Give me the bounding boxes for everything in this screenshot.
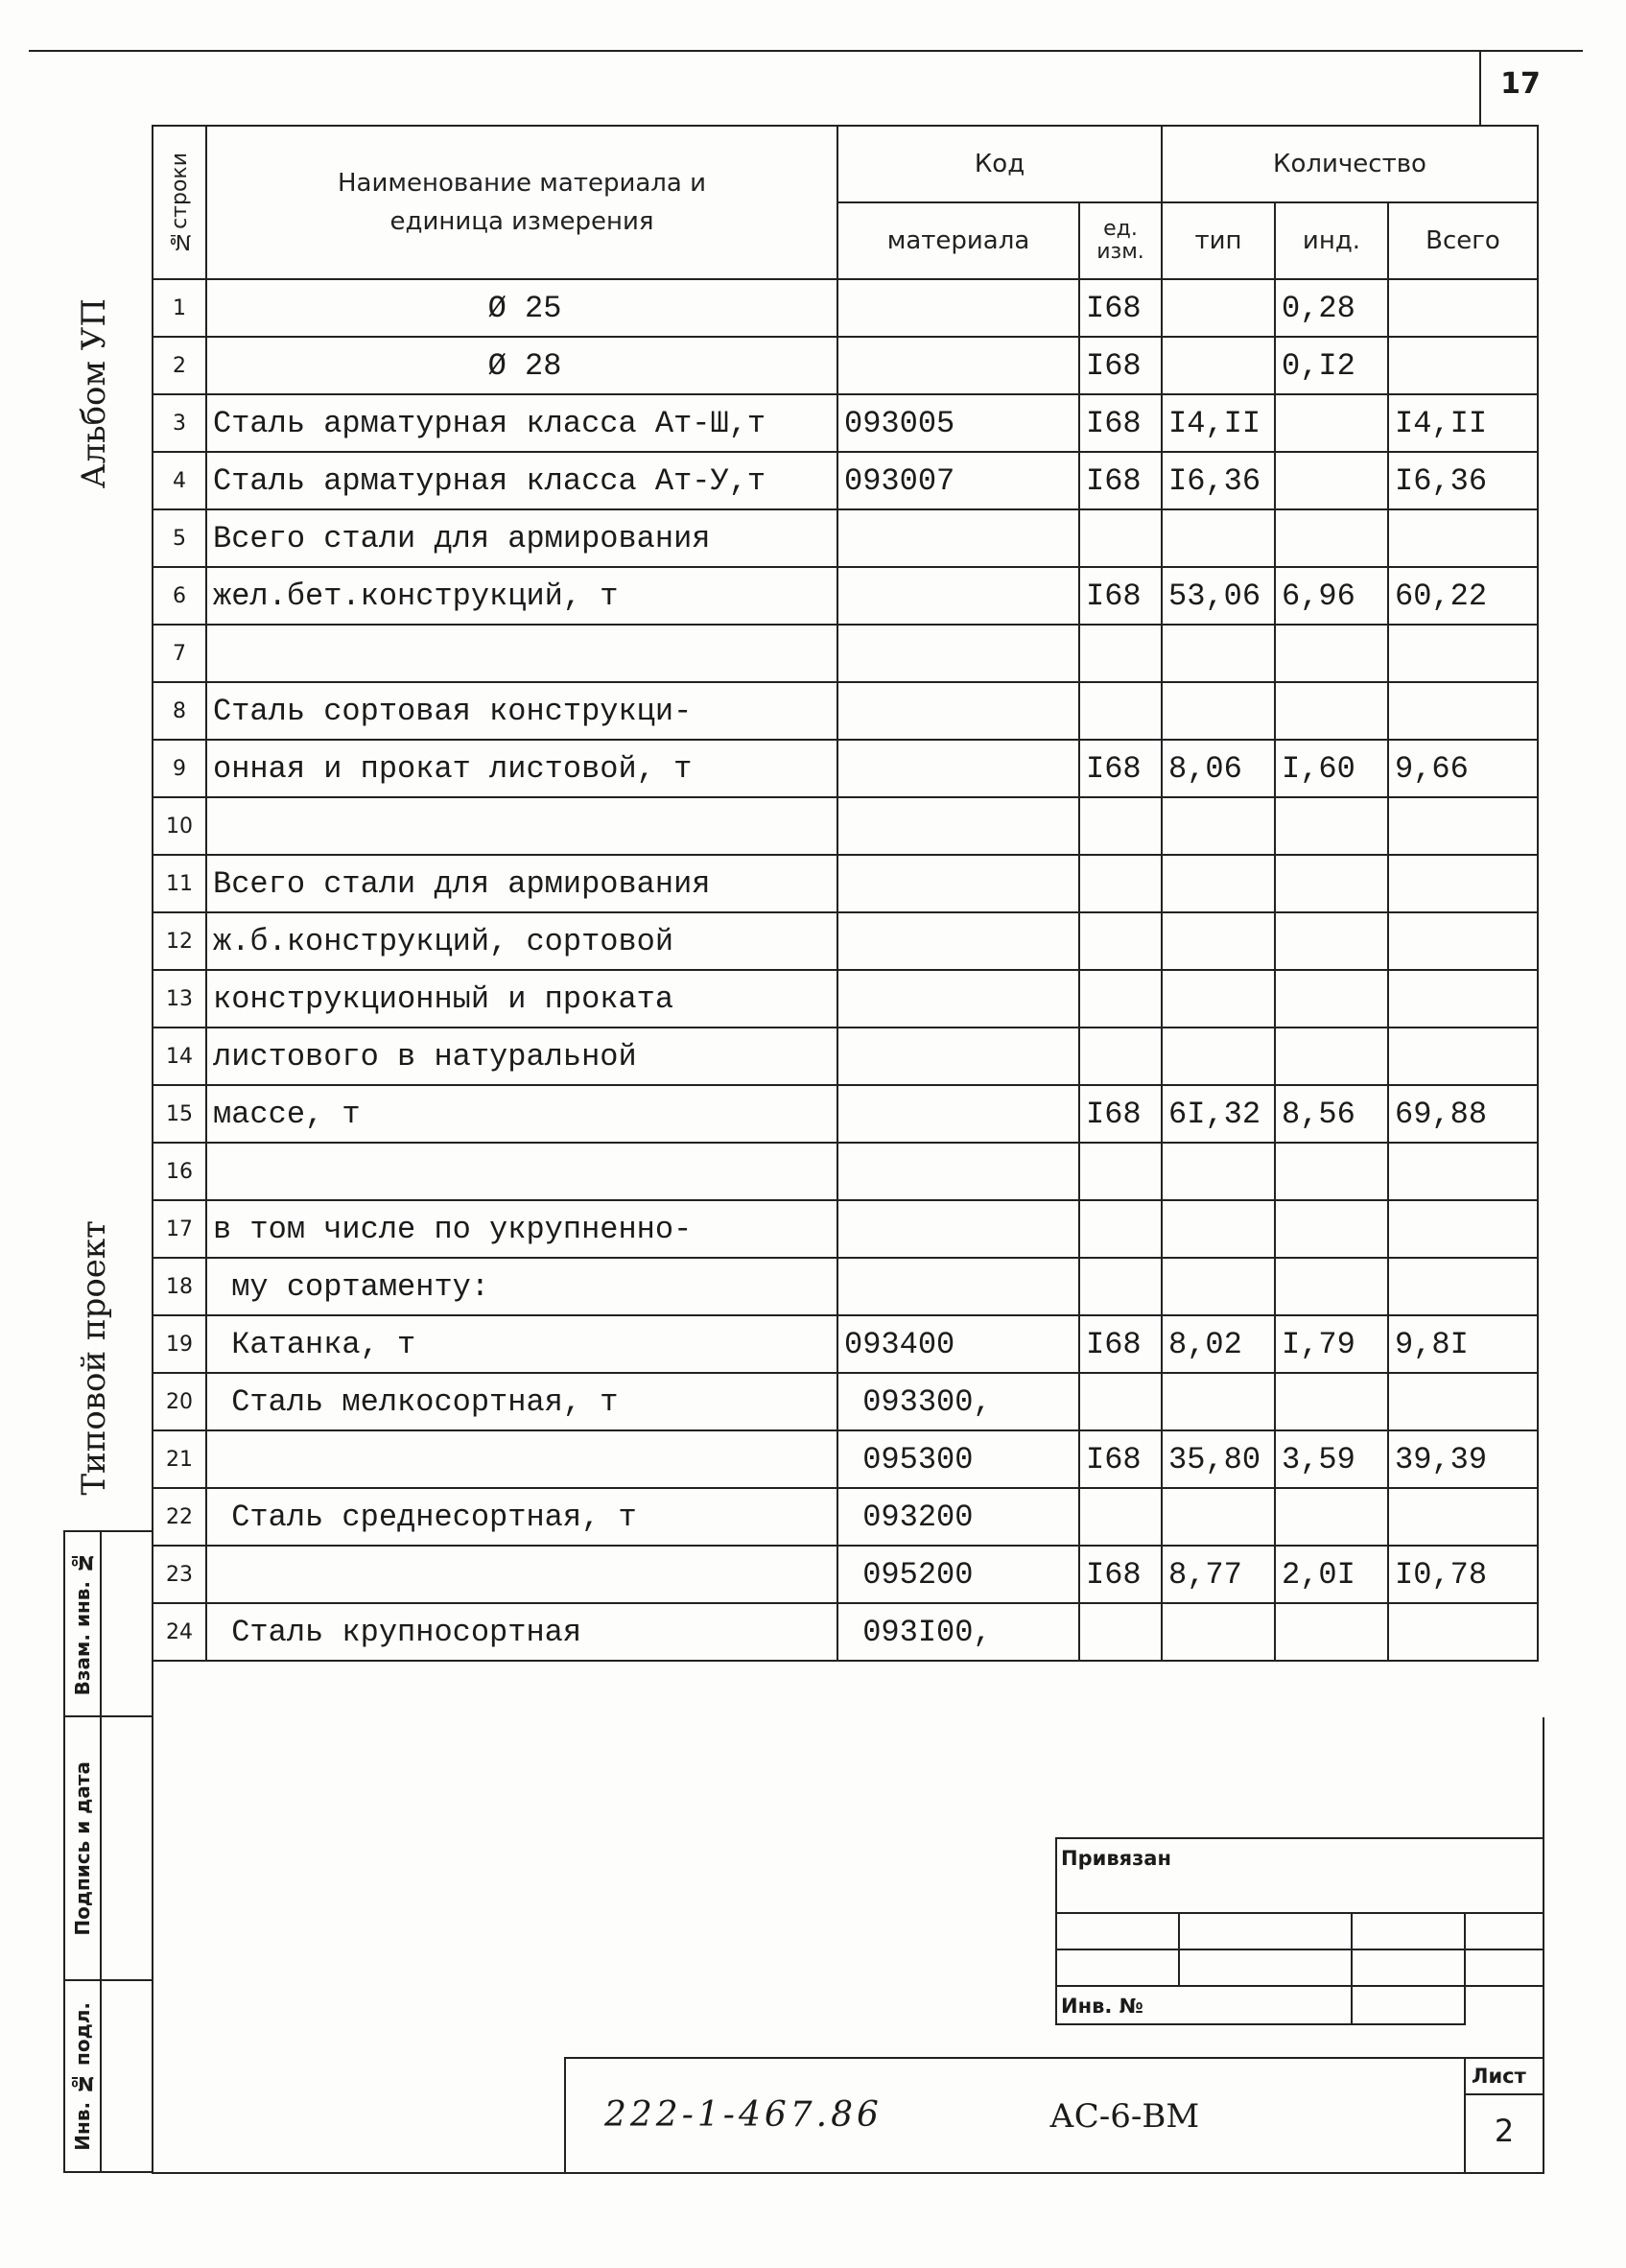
material-code bbox=[837, 855, 1079, 912]
material-name: Ø 28 bbox=[206, 337, 837, 394]
unit-code bbox=[1079, 912, 1162, 970]
qty-type: 6I,32 bbox=[1162, 1085, 1275, 1143]
material-code: 093300, bbox=[837, 1373, 1079, 1430]
stamp-main-field bbox=[564, 2057, 1466, 2174]
unit-code bbox=[1079, 855, 1162, 912]
qty-ind: I,60 bbox=[1275, 740, 1388, 797]
material-name: Всего стали для армирования bbox=[206, 509, 837, 567]
row-number: 5 bbox=[153, 509, 206, 567]
material-code bbox=[837, 337, 1079, 394]
row-number: 21 bbox=[153, 1430, 206, 1488]
qty-type: 53,06 bbox=[1162, 567, 1275, 625]
qty-ind bbox=[1275, 452, 1388, 509]
qty-type bbox=[1162, 1143, 1275, 1200]
material-name: Сталь крупносортная bbox=[206, 1603, 837, 1661]
qty-ind: 2,0I bbox=[1275, 1546, 1388, 1603]
qty-total: I4,II bbox=[1388, 394, 1538, 452]
unit-code: I68 bbox=[1079, 567, 1162, 625]
qty-type bbox=[1162, 1603, 1275, 1661]
material-code bbox=[837, 625, 1079, 682]
table-row bbox=[153, 337, 1538, 394]
qty-ind bbox=[1275, 509, 1388, 567]
unit-code bbox=[1079, 1488, 1162, 1546]
material-name: ж.б.конструкций, сортовой bbox=[206, 912, 837, 970]
material-code: 093400 bbox=[837, 1315, 1079, 1373]
row-number: 3 bbox=[153, 394, 206, 452]
sheet-number: 2 bbox=[1494, 2113, 1515, 2149]
table-row bbox=[153, 1028, 1538, 1085]
table-body bbox=[153, 279, 1538, 1661]
header-code-unit: ед. изм. bbox=[1079, 202, 1162, 279]
side-stamp-podpis-text: Подпись и дата bbox=[71, 1760, 94, 1936]
material-code bbox=[837, 567, 1079, 625]
side-stamp-vzam-text: Взам. инв. № bbox=[71, 1551, 94, 1696]
qty-type bbox=[1162, 337, 1275, 394]
side-stamp-inv-podl-field bbox=[102, 1979, 153, 2173]
qty-type bbox=[1162, 1488, 1275, 1546]
qty-type bbox=[1162, 1258, 1275, 1315]
qty-ind bbox=[1275, 970, 1388, 1028]
qty-type bbox=[1162, 1028, 1275, 1085]
unit-code bbox=[1079, 1603, 1162, 1661]
qty-total bbox=[1388, 279, 1538, 337]
qty-ind: 0,I2 bbox=[1275, 337, 1388, 394]
qty-total bbox=[1388, 682, 1538, 740]
row-number: 22 bbox=[153, 1488, 206, 1546]
qty-type: I4,II bbox=[1162, 394, 1275, 452]
top-rule bbox=[29, 50, 1583, 52]
row-number: 6 bbox=[153, 567, 206, 625]
material-name: массе, т bbox=[206, 1085, 837, 1143]
row-number: 2 bbox=[153, 337, 206, 394]
unit-code: I68 bbox=[1079, 740, 1162, 797]
header-q-total: Всего bbox=[1388, 202, 1538, 279]
material-code bbox=[837, 740, 1079, 797]
qty-total bbox=[1388, 1258, 1538, 1315]
material-name bbox=[206, 625, 837, 682]
qty-ind: 0,28 bbox=[1275, 279, 1388, 337]
side-stamp bbox=[63, 1530, 153, 2173]
material-code: 095200 bbox=[837, 1546, 1079, 1603]
header-quantity: Количество bbox=[1162, 126, 1538, 202]
qty-ind bbox=[1275, 1200, 1388, 1258]
qty-ind bbox=[1275, 394, 1388, 452]
header-row-1 bbox=[153, 126, 1538, 202]
stamp-cell bbox=[1351, 1912, 1466, 1950]
table-row bbox=[153, 740, 1538, 797]
qty-type bbox=[1162, 855, 1275, 912]
qty-type: 8,06 bbox=[1162, 740, 1275, 797]
unit-code: I68 bbox=[1079, 279, 1162, 337]
unit-code bbox=[1079, 1373, 1162, 1430]
table-row bbox=[153, 1315, 1538, 1373]
table-row bbox=[153, 855, 1538, 912]
qty-total bbox=[1388, 1143, 1538, 1200]
unit-code bbox=[1079, 509, 1162, 567]
row-number: 12 bbox=[153, 912, 206, 970]
qty-ind bbox=[1275, 1258, 1388, 1315]
stamp-cell bbox=[1178, 1949, 1353, 1987]
material-code bbox=[837, 970, 1079, 1028]
material-name: му сортаменту: bbox=[206, 1258, 837, 1315]
qty-total: 60,22 bbox=[1388, 567, 1538, 625]
project-label: Типовой проект bbox=[75, 1219, 113, 1496]
qty-total: 39,39 bbox=[1388, 1430, 1538, 1488]
qty-total bbox=[1388, 1373, 1538, 1430]
stamp-cell bbox=[1351, 1985, 1466, 2025]
material-code bbox=[837, 912, 1079, 970]
qty-ind bbox=[1275, 912, 1388, 970]
unit-code bbox=[1079, 1258, 1162, 1315]
qty-ind bbox=[1275, 682, 1388, 740]
qty-ind bbox=[1275, 625, 1388, 682]
unit-code bbox=[1079, 1143, 1162, 1200]
side-stamp-vzam-field bbox=[102, 1530, 153, 1717]
sheet-label-cell bbox=[1464, 2057, 1544, 2095]
row-number: 23 bbox=[153, 1546, 206, 1603]
qty-total: 9,8I bbox=[1388, 1315, 1538, 1373]
stamp-cell bbox=[1351, 1949, 1466, 1987]
qty-total bbox=[1388, 337, 1538, 394]
table-row bbox=[153, 567, 1538, 625]
qty-ind: I,79 bbox=[1275, 1315, 1388, 1373]
unit-code: I68 bbox=[1079, 1546, 1162, 1603]
unit-code: I68 bbox=[1079, 1315, 1162, 1373]
material-name: листового в натуральной bbox=[206, 1028, 837, 1085]
qty-ind bbox=[1275, 1143, 1388, 1200]
stamp-cell bbox=[1464, 1949, 1544, 1987]
material-name: Сталь среднесортная, т bbox=[206, 1488, 837, 1546]
side-stamp-podpis bbox=[63, 1715, 102, 1981]
unit-code: I68 bbox=[1079, 337, 1162, 394]
qty-type bbox=[1162, 797, 1275, 855]
qty-total: 69,88 bbox=[1388, 1085, 1538, 1143]
qty-ind bbox=[1275, 1603, 1388, 1661]
qty-total bbox=[1388, 625, 1538, 682]
qty-type: 8,02 bbox=[1162, 1315, 1275, 1373]
qty-type: 8,77 bbox=[1162, 1546, 1275, 1603]
table-row bbox=[153, 797, 1538, 855]
qty-total: I6,36 bbox=[1388, 452, 1538, 509]
qty-total bbox=[1388, 509, 1538, 567]
material-name: в том числе по укрупненно- bbox=[206, 1200, 837, 1258]
unit-code: I68 bbox=[1079, 1430, 1162, 1488]
qty-total bbox=[1388, 1028, 1538, 1085]
material-name: Сталь арматурная класса Ат-У,т bbox=[206, 452, 837, 509]
row-number: 10 bbox=[153, 797, 206, 855]
material-code bbox=[837, 1085, 1079, 1143]
qty-type: 35,80 bbox=[1162, 1430, 1275, 1488]
qty-total bbox=[1388, 912, 1538, 970]
material-name bbox=[206, 1143, 837, 1200]
qty-total: I0,78 bbox=[1388, 1546, 1538, 1603]
unit-code bbox=[1079, 625, 1162, 682]
material-name bbox=[206, 797, 837, 855]
qty-type bbox=[1162, 1373, 1275, 1430]
qty-ind bbox=[1275, 797, 1388, 855]
table-row bbox=[153, 1488, 1538, 1546]
page-number: 17 bbox=[1500, 67, 1541, 101]
material-code bbox=[837, 279, 1079, 337]
side-stamp-podpis-field bbox=[102, 1715, 153, 1981]
qty-type bbox=[1162, 912, 1275, 970]
table-row bbox=[153, 625, 1538, 682]
material-name: Ø 25 bbox=[206, 279, 837, 337]
material-code bbox=[837, 1143, 1079, 1200]
material-code bbox=[837, 1258, 1079, 1315]
material-name: Сталь арматурная класса Ат-Ш,т bbox=[206, 394, 837, 452]
table-row bbox=[153, 1546, 1538, 1603]
material-name bbox=[206, 1430, 837, 1488]
material-code bbox=[837, 682, 1079, 740]
stamp-privyazan bbox=[1055, 1837, 1544, 1914]
qty-total bbox=[1388, 970, 1538, 1028]
qty-type bbox=[1162, 1200, 1275, 1258]
qty-type: I6,36 bbox=[1162, 452, 1275, 509]
qty-type bbox=[1162, 279, 1275, 337]
frame-left bbox=[152, 1717, 153, 2174]
material-code bbox=[837, 1200, 1079, 1258]
row-number: 1 bbox=[153, 279, 206, 337]
qty-type bbox=[1162, 970, 1275, 1028]
album-label: Альбом УП bbox=[75, 297, 113, 489]
page-number-divider bbox=[1479, 50, 1481, 127]
stamp-inv-label: Инв. № bbox=[1061, 1995, 1143, 2018]
row-number: 15 bbox=[153, 1085, 206, 1143]
material-name: Сталь мелкосортная, т bbox=[206, 1373, 837, 1430]
material-name: Сталь сортовая конструкци- bbox=[206, 682, 837, 740]
table-row bbox=[153, 682, 1538, 740]
stamp-cell bbox=[1464, 1912, 1544, 1950]
unit-code: I68 bbox=[1079, 1085, 1162, 1143]
qty-total bbox=[1388, 1200, 1538, 1258]
header-row-number bbox=[153, 126, 206, 279]
qty-total bbox=[1388, 1603, 1538, 1661]
unit-code bbox=[1079, 797, 1162, 855]
material-code: 093007 bbox=[837, 452, 1079, 509]
sheet-number-cell bbox=[1464, 2093, 1544, 2174]
row-number: 19 bbox=[153, 1315, 206, 1373]
row-number: 17 bbox=[153, 1200, 206, 1258]
row-number: 4 bbox=[153, 452, 206, 509]
material-code bbox=[837, 1028, 1079, 1085]
table-row bbox=[153, 970, 1538, 1028]
material-name: Катанка, т bbox=[206, 1315, 837, 1373]
table-row bbox=[153, 279, 1538, 337]
material-name: жел.бет.конструкций, т bbox=[206, 567, 837, 625]
stamp-privyazan-label: Привязан bbox=[1061, 1847, 1171, 1870]
qty-ind bbox=[1275, 1028, 1388, 1085]
side-stamp-inv-podl bbox=[63, 1979, 102, 2173]
material-code: 093005 bbox=[837, 394, 1079, 452]
sheet-label: Лист bbox=[1472, 2065, 1526, 2088]
row-number: 13 bbox=[153, 970, 206, 1028]
unit-code: I68 bbox=[1079, 452, 1162, 509]
row-number: 20 bbox=[153, 1373, 206, 1430]
row-number: 14 bbox=[153, 1028, 206, 1085]
row-number: 8 bbox=[153, 682, 206, 740]
stamp-cell bbox=[1178, 1912, 1353, 1950]
stamp-cell bbox=[1055, 1912, 1180, 1950]
row-number: 18 bbox=[153, 1258, 206, 1315]
qty-type bbox=[1162, 682, 1275, 740]
header-code: Код bbox=[837, 126, 1162, 202]
material-code: 093200 bbox=[837, 1488, 1079, 1546]
qty-total bbox=[1388, 1488, 1538, 1546]
table-row bbox=[153, 1373, 1538, 1430]
materials-table bbox=[152, 125, 1539, 1662]
project-label-wrap bbox=[65, 1199, 123, 1516]
material-code: 093I00, bbox=[837, 1603, 1079, 1661]
table-row bbox=[153, 1258, 1538, 1315]
qty-type bbox=[1162, 509, 1275, 567]
qty-total bbox=[1388, 797, 1538, 855]
unit-code bbox=[1079, 1028, 1162, 1085]
header-code-material: материала bbox=[837, 202, 1079, 279]
qty-type bbox=[1162, 625, 1275, 682]
table-row bbox=[153, 509, 1538, 567]
material-code: 095300 bbox=[837, 1430, 1079, 1488]
material-name: конструкционный и проката bbox=[206, 970, 837, 1028]
header-q-ind: инд. bbox=[1275, 202, 1388, 279]
table-row bbox=[153, 452, 1538, 509]
document-number: 222-1-467.86 bbox=[604, 2095, 883, 2135]
table-row bbox=[153, 1603, 1538, 1661]
row-number: 9 bbox=[153, 740, 206, 797]
table-row bbox=[153, 1430, 1538, 1488]
material-name: Всего стали для армирования bbox=[206, 855, 837, 912]
table-row bbox=[153, 912, 1538, 970]
qty-ind: 6,96 bbox=[1275, 567, 1388, 625]
material-code bbox=[837, 797, 1079, 855]
material-name bbox=[206, 1546, 837, 1603]
table-row bbox=[153, 394, 1538, 452]
unit-code bbox=[1079, 1200, 1162, 1258]
stamp-cell bbox=[1055, 1949, 1180, 1987]
document-code: АС-6-ВМ bbox=[1049, 2097, 1200, 2136]
header-name: Наименование материала и единица измерения bbox=[206, 126, 837, 279]
table-row bbox=[153, 1200, 1538, 1258]
unit-code: I68 bbox=[1079, 394, 1162, 452]
qty-total: 9,66 bbox=[1388, 740, 1538, 797]
unit-code bbox=[1079, 970, 1162, 1028]
qty-ind bbox=[1275, 1373, 1388, 1430]
qty-ind: 8,56 bbox=[1275, 1085, 1388, 1143]
header-q-type: тип bbox=[1162, 202, 1275, 279]
album-label-wrap bbox=[65, 278, 123, 508]
stamp-grid bbox=[1055, 1912, 1544, 2027]
qty-ind: 3,59 bbox=[1275, 1430, 1388, 1488]
row-number: 24 bbox=[153, 1603, 206, 1661]
material-name: онная и прокат листовой, т bbox=[206, 740, 837, 797]
qty-ind bbox=[1275, 855, 1388, 912]
unit-code bbox=[1079, 682, 1162, 740]
stamp-inv-cell bbox=[1055, 1985, 1353, 2025]
row-number: 16 bbox=[153, 1143, 206, 1200]
row-number: 11 bbox=[153, 855, 206, 912]
side-stamp-vzam bbox=[63, 1530, 102, 1717]
qty-ind bbox=[1275, 1488, 1388, 1546]
material-code bbox=[837, 509, 1079, 567]
table-row bbox=[153, 1085, 1538, 1143]
qty-total bbox=[1388, 855, 1538, 912]
header-row-number-text: №строки bbox=[167, 152, 192, 253]
side-stamp-inv-podl-text: Инв. № подл. bbox=[71, 2001, 94, 2151]
row-number: 7 bbox=[153, 625, 206, 682]
table-row bbox=[153, 1143, 1538, 1200]
